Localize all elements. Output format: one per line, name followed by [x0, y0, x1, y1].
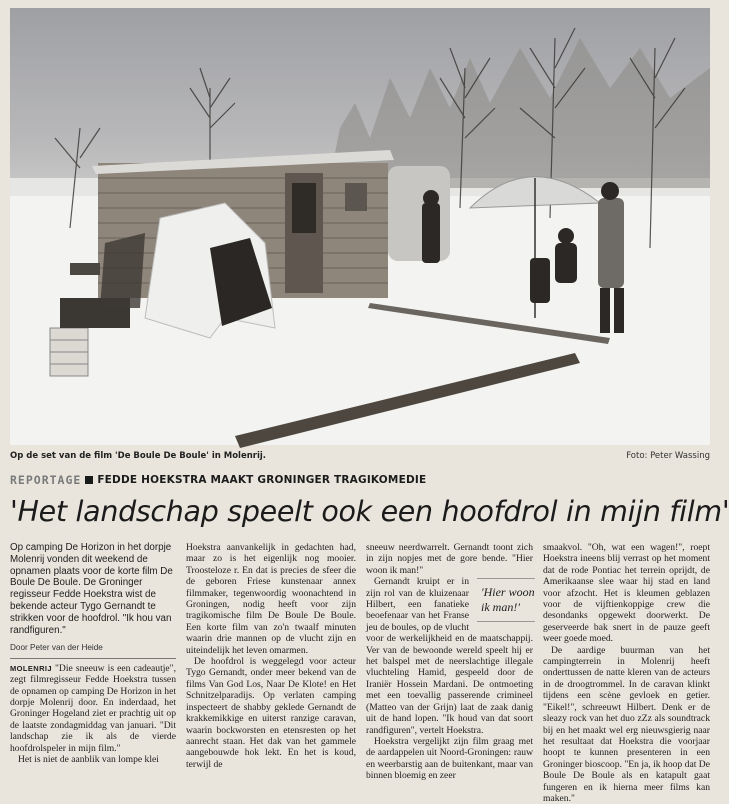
kicker-subtitle: FEDDE HOEKSTRA MAAKT GRONINGER TRAGIKOMEDIE	[97, 474, 427, 486]
kicker-square-icon	[85, 476, 93, 484]
column-1-continuation: Het is niet de aanblik van lompe klei	[18, 754, 159, 766]
column-4-paragraph-1: smaakvol. "Oh, wat een wagen!", roept Hoekstra ineens blij verrast op het moment dat de rode Pontiac het terrein oprijdt, de Amerikaanse slee waar hij stad en land voor afzocht. Het is kleumen geblazen voor de vijftienkoppige crew die desondanks opgewekt doorwerkt. De geserveerde bak snert in de pauze geeft weer goede moed.	[543, 542, 710, 645]
column-2-paragraph-1: Hoekstra aanvankelijk in gedachten had, maar zo is het eigenlijk nog mooier. Troosteloze r. En dat is precies de sfeer die de geboren Friese kunstenaar annex filmmaker, tegenwoordig woonachtend in Groningen, nodig heeft voor zijn tragikomische film De Boule De Boule. Een korte film van zo'n twaalf minuten waarin drie mannen op de vlucht zijn en uiteindelijk het leven omarmen.	[186, 542, 356, 656]
article-body	[10, 542, 710, 804]
dateline: MOLENRIJ	[10, 663, 52, 673]
pull-quote: 'Hier woon ik man!'	[477, 578, 535, 622]
column-3-paragraph-2: Gernandt kruipt er in zijn rol van de kluizenaar Hilbert, een fanatieke beoefenaar van het Franse jeu de boules, op de vlucht voor de werkelijkheid en de maatschappij. Ver van de bewoonde wereld speelt hij er het balspel met de neerslachtige illegale vluchteling Hamid, gespeeld door de Iraniër Hossein Mardani. De ontmoeting met een toevallig passerende crimineel (Matteo van der Grijn) laat de zaak danig uit de hand lopen. "Ik houd van dat soort randfiguren", vertelt Hoekstra.	[366, 576, 533, 736]
column-4-paragraph-2: De aardige buurman van het campingterrein in Molenrij heeft onderttussen de natte kleren van de acteurs in de droogtrommel. In de caravan klinkt tijdens een scène gevloek en getier. "Eikel!", schreeuwt Hilbert. Denk er de sleazy rock van het duo zZz als soundtrack bij en het maakt wel erg nieuwsgierig naar het resultaat dat Hoekstra die voorjaar hoopt te kunnen presenteren in een Groninger bioscoop. "En ja, ik hoop dat De Boule De Boule als en katapult gaat fungeren en ik hierna meer films kan maken."	[543, 644, 710, 804]
photo-credit: Foto: Peter Wassing	[626, 451, 710, 461]
column-2	[186, 542, 356, 783]
article-headline: 'Het landschap speelt ook een hoofdrol in mijn film'	[10, 495, 729, 528]
photo-illustration	[10, 8, 710, 445]
article-intro: Op camping De Horizon in het dorpje Molenrij vonden dit weekend de opnamen plaats voor de korte film De Boule De Boule. De Groninger regisseur Fedde Hoekstra wist de bekende acteur Tygo Gernandt te strikken voor de hoofdrol. "Ik hou van randfiguren."	[10, 542, 173, 636]
section-kicker: REPORTAGE	[10, 473, 82, 487]
photo-caption: Op de set van de film 'De Boule De Boule' in Molenrij.	[10, 451, 267, 461]
column-3-paragraph-1: sneeuw neerdwarrelt. Gernandt toont zich in zijn nopjes met de gore bende. "Hier woon ik man!"	[366, 542, 533, 576]
column-4	[543, 542, 710, 804]
byline: Door Peter van der Heide	[10, 643, 103, 653]
photo-caption-row	[10, 450, 710, 462]
column-1	[10, 542, 176, 783]
article-photo	[10, 8, 710, 445]
column-1-text: "Die sneeuw is een cadeautje", zegt filmregisseur Fedde Hoekstra tussen de opnamen op camping De Horizon in het dorpje Molenrij door. En inderdaad, het Groninger Hogeland ziet er prachtig uit op de laatste zondagmiddag van januari. "Dit landschap zie ik als de vierde hoofdrolspeler in mijn film."	[10, 662, 176, 754]
column-2-paragraph-2: De hoofdrol is weggelegd voor acteur Tygo Gernandt, onder meer bekend van de films Van God Los, Naar De Klote! en Het Schnitzelparadijs. Op verlaten camping inspecteert de shabby geklede Gernandt de krakkemikkige en uiterst ranzige caravan, waarin bockworsten en etensresten op het aanrecht staan. Het dak van het gammele aangebouwde hok lekt. En het is koud, terwijl de	[186, 656, 356, 770]
column-3	[366, 542, 533, 783]
kicker-row	[10, 473, 710, 487]
byline-divider	[10, 658, 176, 659]
column-3-paragraph-3: Hoekstra vergelijkt zijn film graag met de aardappelen uit Noord-Groningen: rauw en weerbarstig aan de buitenkant, maar van binnen bloemig en zeer	[366, 735, 533, 782]
column-1-paragraph	[10, 663, 176, 754]
